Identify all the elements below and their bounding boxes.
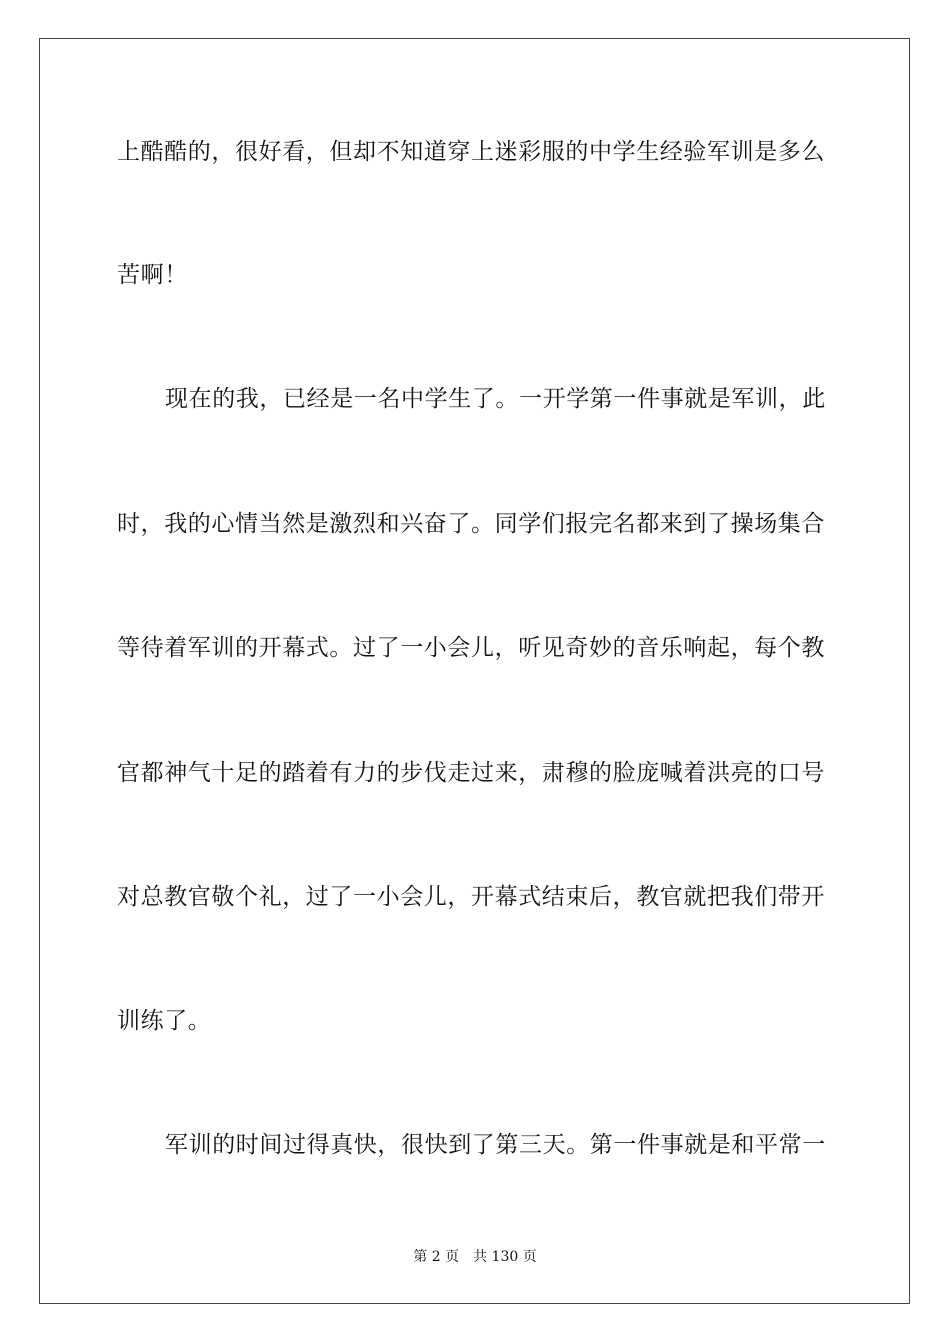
- body-text-line: 训练了。: [117, 1008, 212, 1034]
- paragraph-start-line: 现在的我，已经是一名中学生了。一开学第一件事就是军训，此: [165, 386, 826, 412]
- body-text-line: 官都神气十足的踏着有力的步伐走过来，肃穆的脸庞喊着洪亮的口号: [117, 760, 825, 786]
- body-text-line: 等待着军训的开幕式。过了一小会儿，听见奇妙的音乐响起，每个教: [117, 635, 825, 661]
- body-text-line: 上酷酷的，很好看，但却不知道穿上迷彩服的中学生经验军训是多么: [117, 139, 825, 165]
- body-text-line: 苦啊！: [117, 262, 188, 288]
- body-text-line: 时，我的心情当然是激烈和兴奋了。同学们报完名都来到了操场集合: [117, 511, 825, 537]
- body-text-line: 对总教官敬个礼，过了一小会儿，开幕式结束后，教官就把我们带开: [117, 884, 825, 910]
- page-footer: [0, 1248, 950, 1266]
- page-number: 第 2 页: [413, 1249, 460, 1265]
- page-border: [39, 38, 910, 1304]
- total-pages: 共 130 页: [473, 1249, 537, 1265]
- paragraph-start-line: 军训的时间过得真快，很快到了第三天。第一件事就是和平常一: [165, 1132, 826, 1158]
